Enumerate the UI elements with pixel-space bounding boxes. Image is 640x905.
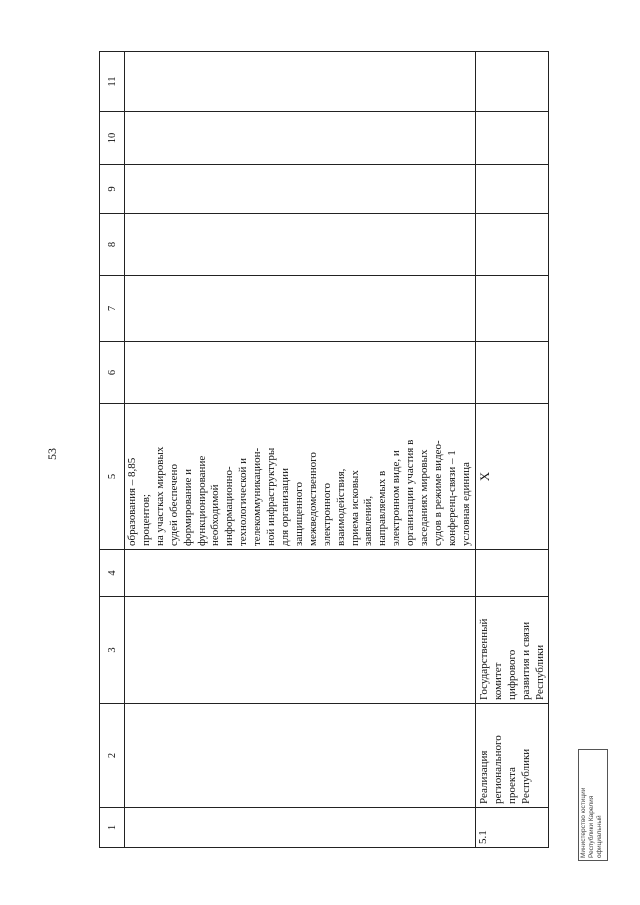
text-line: развития и связи [519,621,532,700]
header-col-2: 2 [100,704,125,808]
text-line: заседаниях мировых [418,449,431,546]
text-line: необходимой [209,484,222,546]
text-line: проекта [505,767,518,804]
cont-cell-10 [125,112,476,165]
text-line: условная единица [459,462,472,546]
cont-cell-3 [125,597,476,704]
continuation-row [125,52,476,848]
text-line: защищенного [292,482,305,546]
x-mark: X [475,404,548,550]
cont-cell-4 [125,550,476,597]
cont-cell-6 [125,342,476,404]
text-line: Государственный [477,618,490,700]
row-number: 5.1 [475,808,548,848]
stamp-line: Министерство юстиции [580,787,587,858]
text-line: судей обеспечено [167,464,180,546]
cont-cell-2 [125,704,476,808]
text-line: судов в режиме видео- [431,440,444,546]
header-col-1: 1 [100,808,125,848]
header-col-5: 5 [100,404,125,550]
header-col-4: 4 [100,550,125,597]
text-line: электронного [320,482,333,546]
text-line: направляемых в [376,470,389,546]
cont-cell-1 [125,808,476,848]
stamp-line: Республики Карелия [588,795,595,858]
row-cell-8 [475,214,548,276]
executor [475,597,548,704]
cont-cell-5 [125,404,476,550]
header-col-3: 3 [100,597,125,704]
cont-cell-7 [125,276,476,342]
header-col-9: 9 [100,165,125,214]
row-cell-4 [475,550,548,597]
text-line: ной инфраструктуры [265,447,278,546]
cont-cell-11 [125,52,476,112]
text-line: Республики [519,748,532,804]
text-line: приема исковых [348,470,361,546]
text-line: организации участия в [404,439,417,546]
text-line: взаимодействия, [334,468,347,546]
plan-table [99,51,549,848]
text-line: Республики [533,644,546,700]
row-cell-7 [475,276,548,342]
text-line: электронном виде, и [390,450,403,546]
text-line: заявлений, [362,495,375,546]
header-col-8: 8 [100,214,125,276]
text-line: регионального [491,735,504,804]
text-line: формирование и [181,468,194,546]
header-col-10: 10 [100,112,125,165]
text-line: телекоммуникацион- [251,447,264,546]
row-cell-10 [475,112,548,165]
text-line: технологической и [237,457,250,546]
cont-cell-8 [125,214,476,276]
text-line: информационно- [223,466,236,546]
row-cell-9 [475,165,548,214]
stamp-line: официальный [596,815,603,858]
row-5-1 [475,52,548,848]
text-line: Реализация [477,750,490,804]
header-col-7: 7 [100,276,125,342]
header-row [100,52,125,848]
text-line: функционирование [195,455,208,546]
text-line: конференц-связи – 1 [445,450,458,546]
row-cell-11 [475,52,548,112]
cont-cell-9 [125,165,476,214]
text-line: для организации [278,468,291,546]
registration-stamp [578,749,608,861]
text-line: комитет [491,662,504,700]
text-line: межведомственного [306,452,319,546]
table-container [99,52,546,848]
text-line: цифрового [505,649,518,700]
row-cell-6 [475,342,548,404]
text-line: процентов; [139,494,152,546]
header-col-6: 6 [100,342,125,404]
header-col-11: 11 [100,52,125,112]
page-number: 53 [45,448,59,460]
activity-name [475,704,548,808]
text-line: на участках мировых [153,446,166,546]
text-line: образования – 8,85 [126,457,138,546]
